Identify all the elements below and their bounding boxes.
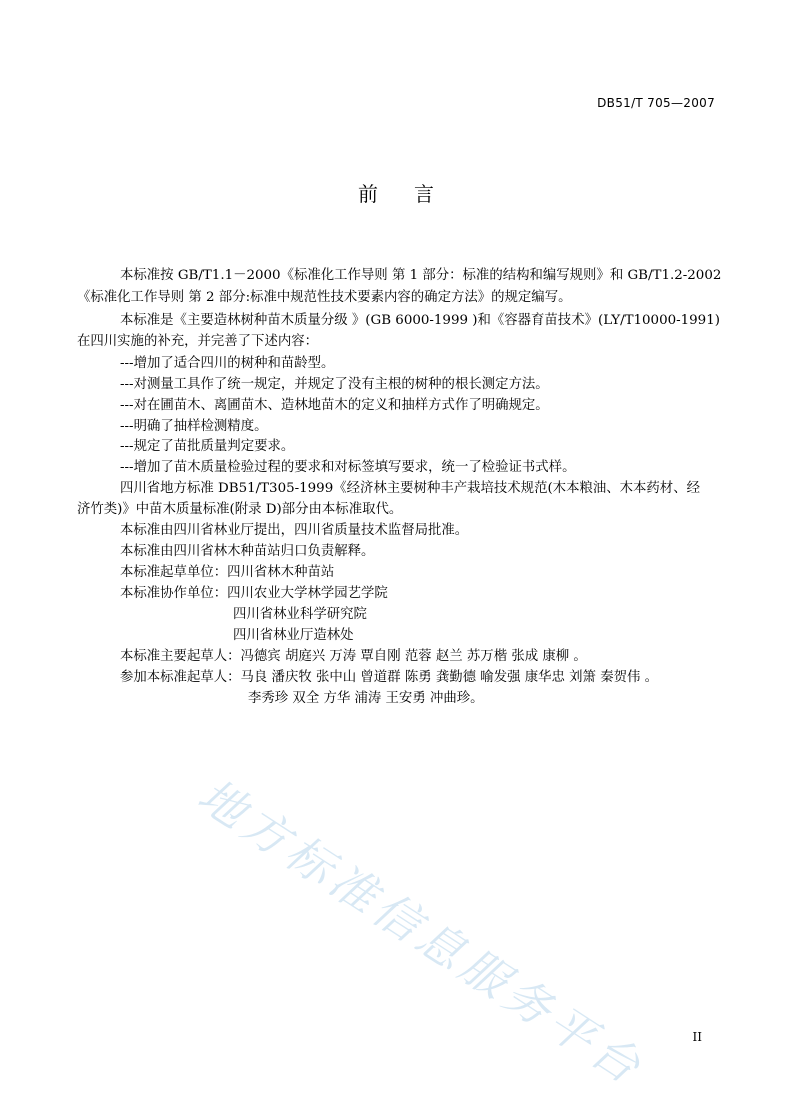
document-code: DB51/T 705—2007 bbox=[597, 96, 715, 110]
body-line: 本标准由四川省林木种苗站归口负责解释。 bbox=[120, 544, 375, 559]
watermark: 地方标准信息服务平台 bbox=[188, 767, 655, 1097]
body-line: ---规定了苗批质量判定要求。 bbox=[120, 439, 295, 454]
body-line: ---对在圃苗木、离圃苗木、造林地苗木的定义和抽样方式作了明确规定。 bbox=[120, 398, 549, 413]
body-line: 李秀珍 双全 方华 浦涛 王安勇 冲曲珍。 bbox=[248, 691, 484, 706]
body-line: ---增加了适合四川的树种和苗龄型。 bbox=[120, 356, 335, 371]
body-line: 本标准协作单位：四川农业大学林学园艺学院 bbox=[120, 586, 388, 601]
body-line: 四川省林业厅造林处 bbox=[233, 628, 354, 643]
body-line: 四川省地方标准 DB51/T305-1999《经济林主要树种丰产栽培技术规范(木本粮油、木本药材、经 bbox=[120, 481, 700, 496]
body-line: 本标准由四川省林业厅提出，四川省质量技术监督局批准。 bbox=[120, 523, 469, 538]
body-line: ---对测量工具作了统一规定，并规定了没有主根的树种的根长测定方法。 bbox=[120, 377, 549, 392]
body-line: 四川省林业科学研究院 bbox=[233, 607, 367, 622]
body-line: 本标准按 GB/T1.1－2000《标准化工作导则 第 1 部分：标准的结构和编写规则》和 GB/T1.2-2002 bbox=[120, 268, 722, 283]
body-line: 济竹类)》中苗木质量标准(附录 D)部分由本标准取代。 bbox=[77, 502, 403, 517]
body-line: ---明确了抽样检测精度。 bbox=[120, 419, 268, 434]
body-line: ---增加了苗木质量检验过程的要求和对标签填写要求，统一了检验证书式样。 bbox=[120, 460, 576, 475]
body-line: 本标准是《主要造林树种苗木质量分级 》(GB 6000-1999 )和《容器育苗技术》(LY/T10000-1991) bbox=[120, 313, 720, 328]
body-line: 在四川实施的补充，并完善了下述内容： bbox=[77, 334, 319, 349]
page-title: 前言 bbox=[358, 182, 470, 206]
body-line: 本标准起草单位：四川省林木种苗站 bbox=[120, 565, 335, 580]
body-line: 《标准化工作导则 第 2 部分:标准中规范性技术要素内容的确定方法》的规定编写。 bbox=[77, 290, 572, 305]
body-line: 本标准主要起草人：冯德宾 胡庭兴 万涛 覃自刚 范蓉 赵兰 苏万楷 张成 康柳 。 bbox=[120, 649, 587, 664]
body-line: 参加本标准起草人：马良 潘庆牧 张中山 曾道群 陈勇 龚勤德 喻发强 康华忠 刘箫 秦贺伟 。 bbox=[120, 670, 659, 685]
page-number: II bbox=[692, 1030, 702, 1044]
